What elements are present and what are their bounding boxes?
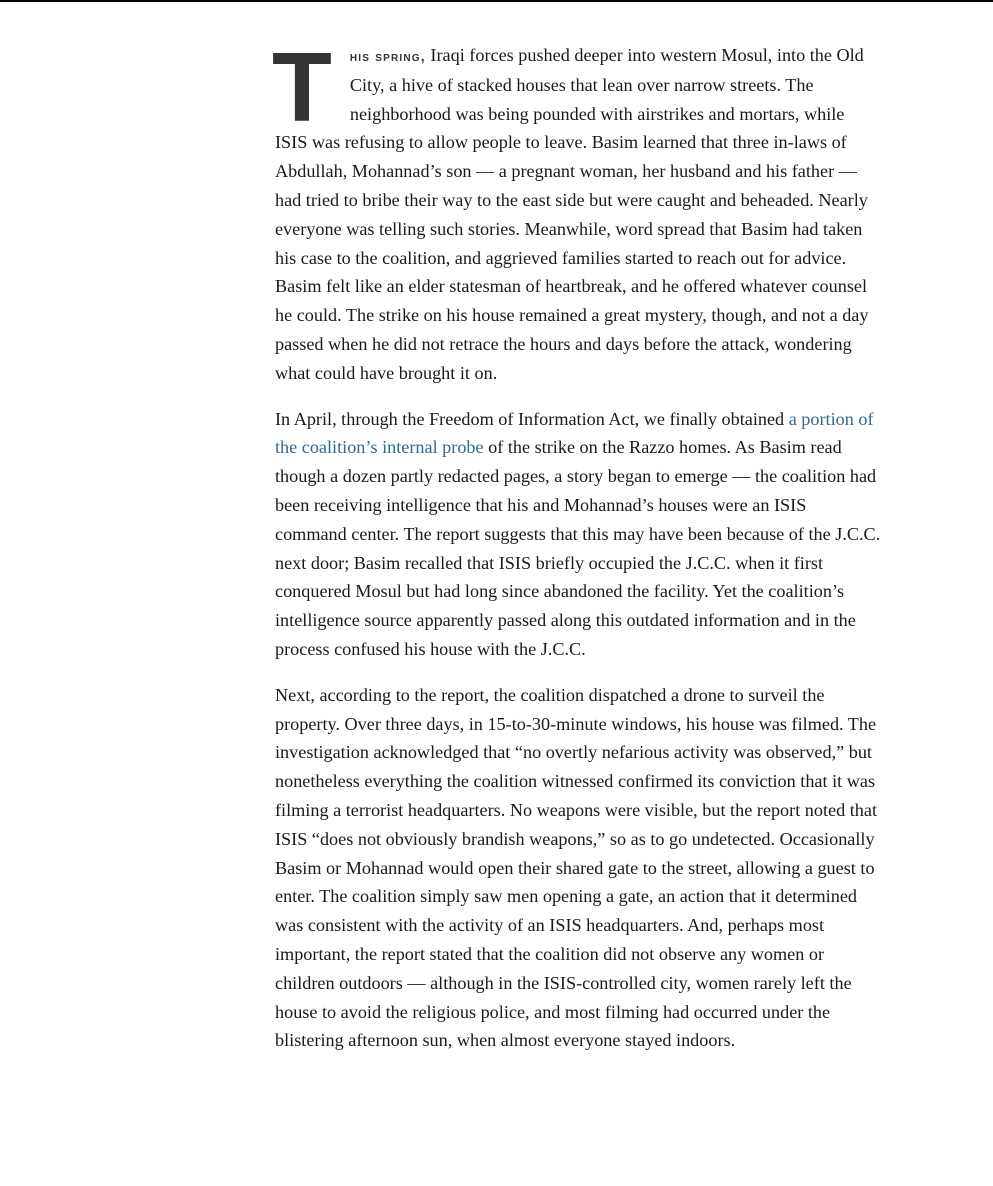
internal-probe-link[interactable]: a portion of the coalition’s internal probe [275, 408, 874, 458]
top-rule [0, 0, 993, 2]
article-body [272, 32, 881, 1072]
paragraph-2-text-after-link: of the strike on the Razzo homes. As Basim read though a dozen partly redacted pages, a story began to emerge — the coalition had been receiving intelligence that his and Mohannad’s houses were an ISIS command center. The report suggests that this may have been because of the J.C.C. next door; Basim recalled that ISIS briefly occupied the J.C.C. when it first conquered Mosul but had long since abandoned the facility. Yet the coalition’s intelligence source apparently passed along this outdated information and in the process confused his house with the J.C.C. [275, 437, 881, 659]
drop-cap: T [272, 32, 332, 142]
paragraph-2 [275, 405, 881, 664]
paragraph-1 [272, 32, 881, 388]
paragraph-3-text: Next, according to the report, the coalition dispatched a drone to surveil the property. Over three days, in 15-to-30-minute windows, his house was filmed. The investigation acknowledged that “no overtly nefarious activity was observed,” but nonetheless everything the coalition witnessed confirmed its conviction that it was filming a terrorist headquarters. No weapons were visible, but the report noted that ISIS “does not obviously brandish weapons,” so as to go undetected. Occasionally Basim or Mohannad would open their shared gate to the street, allowing a guest to enter. The coalition simply saw men opening a gate, an action that it determined was consistent with the activity of an ISIS headquarters. And, perhaps most important, the report stated that the coalition did not observe any women or children outdoors — although in the ISIS-controlled city, women rarely left the house to avoid the religious police, and most filming had occurred under the blistering afternoon sun, when almost everyone stayed indoors. [275, 684, 878, 1051]
paragraph-3 [275, 681, 881, 1055]
lead-in: his spring, [349, 48, 426, 64]
paragraph-1-text: Iraqi forces pushed deeper into western Mosul, into the Old City, a hive of stacked houses that lean over narrow streets. The neighborhood was being pounded with airstrikes and mortars, while ISIS was refusing to allow people to leave. Basim learned that three in-laws of Abdullah, Mohannad’s son — a pregnant woman, her husband and his father — had tried to bribe their way to the east side but were caught and beheaded. Nearly everyone was telling such stories. Meanwhile, word spread that Basim had taken his case to the coalition, and aggrieved families started to reach out for advice. Basim felt like an elder statesman of heartbreak, and he offered whatever counsel he could. The strike on his house remained a great mystery, though, and not a day passed when he did not retrace the hours and days before the attack, wondering what could have brought it on. [275, 45, 869, 383]
paragraph-2-text-before-link: In April, through the Freedom of Information Act, we finally obtained [275, 408, 789, 429]
